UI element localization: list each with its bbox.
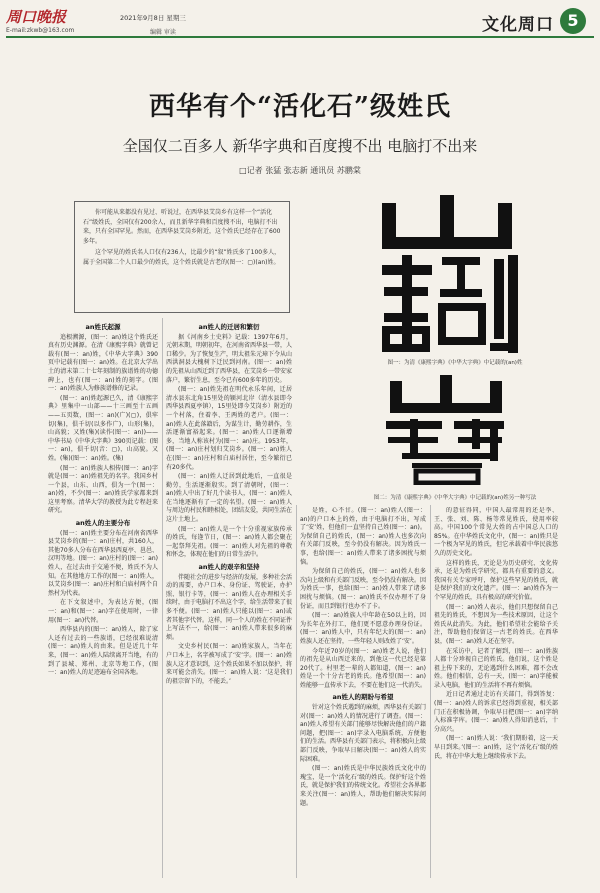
body-paragraph: 这样的姓氏，无论是为历史研究、文化传承，还是为姓氏学研究，都具有重要的意义。我国有关专家呼吁，保护这些罕见的姓氏，就是保护我们的文化遗产。(图一：an)姓作为一个罕见的姓氏，具有极高的研究价值。 bbox=[434, 559, 558, 601]
body-paragraph: 追根溯源，(图一：an)姓这个姓氏还真有历史渊源。在清《康熙字典》就曾记载有(图一：an)姓，《中华大字典》390页中记载有(图一：an)姓。在北京大学出土的清末第二十七年刻制的族谱姓的功德碑上，也有(图一：an)姓的刻字。(图一：an)姓族人为修族谱修的记录。 bbox=[48, 333, 158, 393]
intro-paragraph: 你可能从来都没有见过、听说过，在西华县艾岗乡有这样一个“活化石”级姓氏，全国仅有200余人，而且新华字典和百度搜不出，电脑打不出来，只有全国罕见。然而，在西华县艾岗乡附近，这个姓氏已经存在了600多年。 bbox=[83, 209, 281, 245]
body-paragraph: (图一：an)姓先祖在明代永乐年间，迁居清水县东北角15里处的颍河北岸（清水县即今西华县西夏亭镇），15里处即今艾岗乡）附近的一个村落，住着李、王两姓的老户。(图一：an)姓人在此落籍后，为谋生计，勤劳耕作，生活逐渐富裕起来。(图一：an)姓人口逐渐增多，当地人称该村为(图一：an)庄。1953年，(图一：an)庄村划归艾岗乡。(图一：an)姓人在(图一：an)庄村和白庙村居住，至今繁衍已有20多代。 bbox=[166, 386, 292, 471]
body-paragraph: (图一：an)姓主要分布在河南省西华县艾岗乡的(图一：an)庄村，共160人，其他70多人分布在西华县西夏亭、邕邑、汉明等地。(图一：an)庄村的(图一：an)姓人，在过去由于交通不便，姓氏不为人知。在其他地方工作的(图一：an)姓人，以艾岗乡(图一：an)庄村和白庙村两个自然村为代表。 bbox=[48, 529, 158, 597]
body-paragraph: 的意征得同，中国人最常用的还是李、王、张、刘、陈、杨等常见姓氏，使用率较高。中国100个常见大姓的占中国总人口的85%。在中华姓氏文化中，(图一：an)姓只是一个极为罕见的姓氏，但它承载着中华民族悠久的历史文化。 bbox=[434, 507, 558, 557]
page-number-badge: 5 bbox=[560, 8, 586, 34]
body-paragraph: 为保留自己的姓氏，(图一：an)姓人也多次向上级和有关部门反映，至今仍没有解决。因为姓氏一事，也给(图一：an)姓人带来了诸多困扰与烦恼。(图一：an)姓氏不仅办理不了身份证，而且到银行也办不了卡。 bbox=[300, 568, 426, 610]
body-paragraph: 文史乡村民(图一：an)姓家族人，当年在户口本上，名字被写成了‘安’字。(图一：an)姓族人这才意识到，这个姓氏如果不加以保护，将来可能会消失。(图一：an)姓人说：‘这是我们的祖宗留下的，不能丢。’ bbox=[166, 643, 292, 685]
body-paragraph: (图一：an)姓人是一个十分重视家族传承的姓氏，每逢节日，(图一：an)姓人都会聚在一起祭拜先祖。(图一：an)姓人对先祖的尊敬和怀念，体现在他们的日常生活中。 bbox=[166, 525, 292, 559]
article-subhead: 全国仅二百多人 新华字典和百度搜不出 电脑打不出来 bbox=[122, 137, 478, 155]
body-paragraph: 在采访中，记者了解到，(图一：an)姓族人都十分珍视自己的姓氏。他们说，这个姓是祖上传下来的，无论遇到什么困难，都不会改姓。他们相信，总有一天，(图一：an)字能被录入电脑，他们的生活将不再有烦恼。 bbox=[434, 647, 558, 689]
section-heading: an姓人的主要分布 bbox=[75, 519, 131, 528]
masthead-email: E-mail:zkwb@163.com bbox=[6, 27, 75, 34]
body-paragraph: 近日记者通过走访有关部门，得到答复：(图一：an)姓人的诉求已经得到重视，相关部门正在积极协调，争取早日把(图一：an)字纳入标准字库。(图一：an)姓人得知消息后，十分高兴。 bbox=[434, 691, 558, 733]
column-rule bbox=[162, 318, 163, 878]
figure2-glyph-icon bbox=[372, 375, 522, 485]
section-heading: an姓人的迁居和繁衍 bbox=[198, 323, 260, 331]
header-rule bbox=[6, 36, 594, 38]
intro-box bbox=[74, 201, 290, 313]
column-rule bbox=[296, 505, 297, 878]
section-heading: an姓人的期盼与希望 bbox=[332, 693, 394, 702]
body-paragraph: (图一：an)姓起源已久，清《康熙字典》里集中一山部——十三画至十五画——五页数，(图一：an)(广)(▢)，俱牢切(集)，俱千切(以多作广)，山形(集)，山高貌；又姓(集)(读作(图一：an))——中华书局《中华大字典》390页记载：(图一：an)，俱千切(音：▢)，山高貌。又姓。(集)(图一：an)姓。(集) bbox=[48, 394, 158, 462]
body-paragraph: (图一：an)姓族人相传(图一：an)字就是(图一：an)姓祖先的名字。我国乡村一个县，山东、山西，俱为一个(图一：an)姓，不少(图一：an)姓氏学家都来到这里考察。清华大学的教授为此专程赶来研究。 bbox=[48, 464, 158, 515]
body-paragraph: 据《河南乡土史料》记载：1397年6月，元朝末期，明朝初年，在河南省西华县一带，人口稀少。为了恢复生产，明太祖朱元璋下令从山西洪洞县大槐树下迁民到河南。(图一：an)姓的先祖从山西迁到了西华县，在艾岗乡一带安家落户，繁衍生息，至今已有600多年的历史。 bbox=[166, 333, 292, 384]
article-column-2 bbox=[166, 320, 292, 886]
body-paragraph: (图一：an)姓人表示，他们只想保留自己祖先的姓氏，不想因为一些技术原因，让这个姓氏从此消失。为此，他们希望社会能给予关注，帮助他们保留这一古老的姓氏。在西华县，(图一：an)姓人还在坚守。 bbox=[434, 603, 558, 645]
figure1-character bbox=[372, 195, 522, 355]
body-paragraph: 针对这个姓氏遇到的麻烦，西华县有关部门对(图一：an)姓人的情况进行了调查。(图一：an)姓人希望有关部门能够尽快解决他们的户籍问题，把(图一：an)字录入电脑系统，方便他们的生活。西华县有关部门表示，将积极向上级部门反映，争取早日解决(图一：an)姓人的实际困难。 bbox=[300, 704, 426, 763]
dateline: 2021年9月8日 星期三 bbox=[120, 14, 186, 22]
section-title: 文化周口 bbox=[482, 15, 554, 35]
body-paragraph: (图一：an)姓氏是中华民族姓氏文化中的瑰宝，是一个‘活化石’级的姓氏。保护好这个姓氏，就是保护我们的传统文化。希望社会各界都来关注(图一：an)姓人，帮助他们解决实际问题。 bbox=[300, 765, 426, 807]
masthead-logo: 周口晚报 bbox=[6, 8, 67, 26]
intro-paragraph: 这个罕见的姓氏名人口仅有236人，比最少的“叙”姓氏多了100多人，属于全国第二个人口最少的姓氏，这个姓氏就是古老的(图一：▢)(an)姓。 bbox=[83, 249, 281, 266]
article-column-3 bbox=[300, 507, 426, 887]
figure1-caption: 图一：为清《康熙字典》《中华大字典》中记载的(an)姓 bbox=[387, 360, 523, 366]
body-paragraph: 是姓，心不甘。(图一：an)姓人(图一：an)的户口本上的姓，由于电脑打不出，写成了‘安’姓，但他们一直坚持自己姓(图一：an)。为保留自己的姓氏，(图一：an)姓人也多次向有关部门反映，至今仍没有解决。因为姓氏一事，也给(图一：an)姓人带来了诸多困扰与烦恼。 bbox=[300, 507, 426, 566]
body-paragraph: 今年近70岁的(图一：an)姓老人说，他们的祖先是从山西迁来的，到他这一代已经是第20代了。村里老一辈的人都知道，(图一：an)姓是一个十分古老的姓氏。他希望(图一：an)姓能够一直传承下去，不要在他们这一代消失。 bbox=[300, 647, 426, 689]
body-paragraph: 伴随社会的进步与经济的发展，多种社会活动的需要，办户口本、身份证、驾驶证，办护照、银行卡等，(图一：an)姓人在办理相关手续时，由于电脑打不出这个字，给生活带来了很多不便。(图一：an)姓人只能以(图一：an)或者其他字代替。这样，同一个人的姓在不同证件上写法不一，给(图一：an)姓人带来很多的麻烦。 bbox=[166, 573, 292, 641]
body-paragraph: 西华县内的(图一：an)姓人，除了家人还有过去的一些族谱，已经很难说清(图一：an)姓人的由来。但是近几十年来，(图一：an)姓人陆续离开当地，有的到了县城、郑州、北京等地工作，(图一：an)姓人的足迹遍布全国各地。 bbox=[48, 626, 158, 677]
editor-line: 编辑 审读 bbox=[150, 29, 176, 36]
figure1-glyph-icon bbox=[372, 195, 522, 355]
article-column-1 bbox=[48, 320, 158, 886]
article-column-4 bbox=[434, 507, 558, 887]
section-heading: an姓人的艰辛和坚持 bbox=[198, 563, 260, 572]
article-byline: □记者 张猛 张志新 通讯员 苏鹏棠 bbox=[239, 166, 361, 175]
body-paragraph: (图一：an)姓人迁居到此地后，一直很是勤劳，生活逐渐殷实。到了清朝时，(图一：an)姓人中出了好几个读书人，(图一：an)姓人在当地逐渐有了一定的名望。(图一：an)姓人与周边的村民和睦相处，团结友爱，共同生活在这片土地上。 bbox=[166, 473, 292, 524]
figure2-caption: 图二：为清《康熙字典》《中华大字典》中记载的(an)姓另一种写法 bbox=[373, 495, 537, 501]
column-rule bbox=[430, 505, 431, 878]
body-paragraph: (图一：an)姓人说：‘我们期盼着，这一天早日到来。’(图一：an)姓，这个‘活化石’级的姓氏，将在中华大地上继续传承下去。 bbox=[434, 735, 558, 760]
article-headline: 西华有个“活化石”级姓氏 bbox=[149, 92, 451, 122]
body-paragraph: 在下文叙述中，为表达方便，(图一：an)和(图一：an)字在使用时，一律用(图一：an)代替。 bbox=[48, 599, 158, 624]
section-heading: an姓氏起源 bbox=[85, 323, 121, 331]
body-paragraph: (图一：an)姓族人中年龄在50以上的，因为长年在外打工，他们更不愿意办理身份证。(图一：an)姓人中，只有年纪大的(图一：an)姓族人还在坚持，一些年轻人则改姓了‘安’。 bbox=[300, 612, 426, 645]
figure2-character bbox=[372, 375, 522, 485]
